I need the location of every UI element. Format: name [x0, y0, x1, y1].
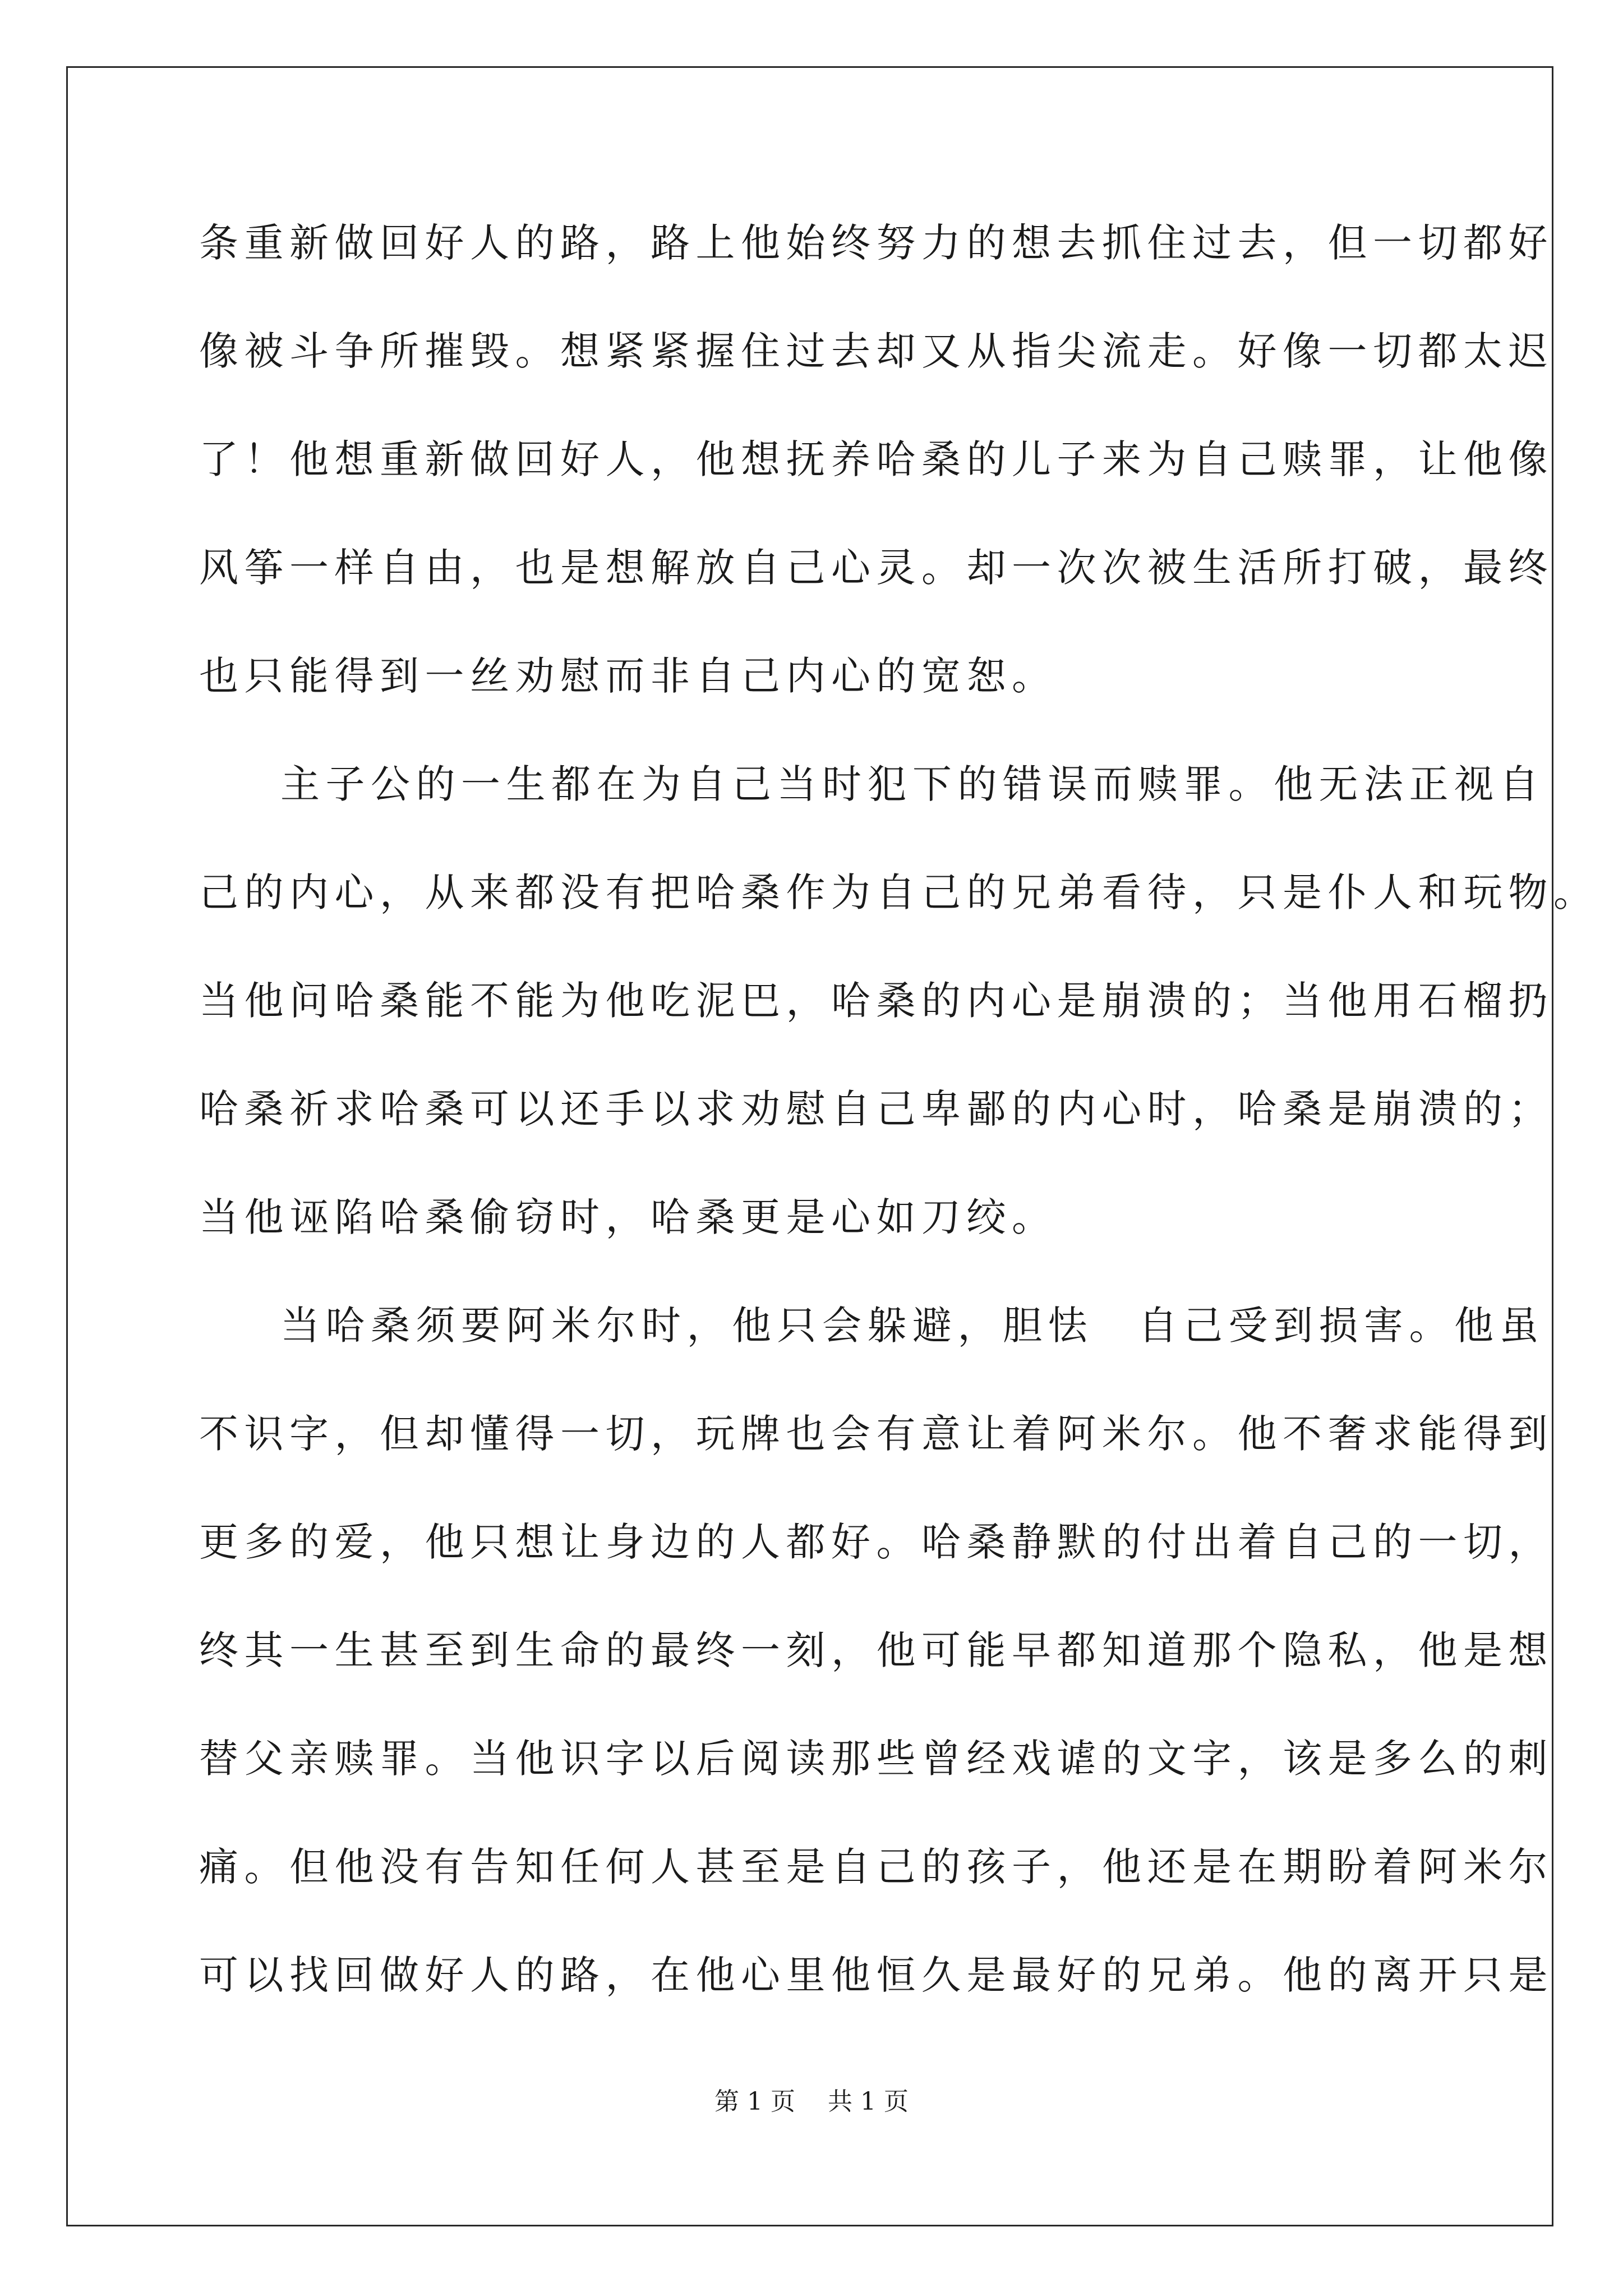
- text-line: 了！他想重新做回好人，他想抚养哈桑的儿子来为自己赎罪，让他像: [199, 436, 1553, 482]
- text-line: 不识字，但却懂得一切，玩牌也会有意让着阿米尔。他不奢求能得到: [199, 1411, 1553, 1457]
- text-line: 当他诬陷哈桑偷窃时，哈桑更是心如刀绞。: [199, 1194, 1057, 1240]
- text-line: 己的内心，从来都没有把哈桑作为自己的兄弟看待，只是仆人和玩物。: [199, 869, 1599, 915]
- text-line: 风筝一样自由，也是想解放自己心灵。却一次次被生活所打破，最终: [199, 545, 1553, 591]
- text-line: 也只能得到一丝劝慰而非自己内心的宽恕。: [199, 653, 1057, 699]
- paragraph-first-line: 主子公的一生都在为自己当时犯下的错误而赎罪。他无法正视自: [280, 761, 1544, 807]
- text-line: 条重新做回好人的路，路上他始终努力的想去抓住过去，但一切都好: [199, 220, 1553, 266]
- text-line: 更多的爱，他只想让身边的人都好。哈桑静默的付出着自己的一切，: [199, 1519, 1553, 1565]
- text-line: 替父亲赎罪。当他识字以后阅读那些曾经戏谑的文字，该是多么的刺: [199, 1736, 1553, 1782]
- text-line: 可以找回做好人的路，在他心里他恒久是最好的兄弟。他的离开只是: [199, 1952, 1553, 1998]
- text-line: 终其一生甚至到生命的最终一刻，他可能早都知道那个隐私，他是想: [199, 1627, 1553, 1673]
- page-number-footer: 第 1 页 共 1 页: [714, 2087, 909, 2116]
- text-line: 哈桑祈求哈桑可以还手以求劝慰自己卑鄙的内心时，哈桑是崩溃的；: [199, 1086, 1553, 1132]
- text-line: 痛。但他没有告知任何人甚至是自己的孩子，他还是在期盼着阿米尔: [199, 1844, 1553, 1890]
- text-line: 像被斗争所摧毁。想紧紧握住过去却又从指尖流走。好像一切都太迟: [199, 328, 1553, 374]
- page-border: [66, 66, 1553, 2226]
- text-line: 当他问哈桑能不能为他吃泥巴，哈桑的内心是崩溃的；当他用石榴扔: [199, 978, 1553, 1024]
- paragraph-first-line: 当哈桑须要阿米尔时，他只会躲避，胆怯 自己受到损害。他虽: [280, 1303, 1544, 1349]
